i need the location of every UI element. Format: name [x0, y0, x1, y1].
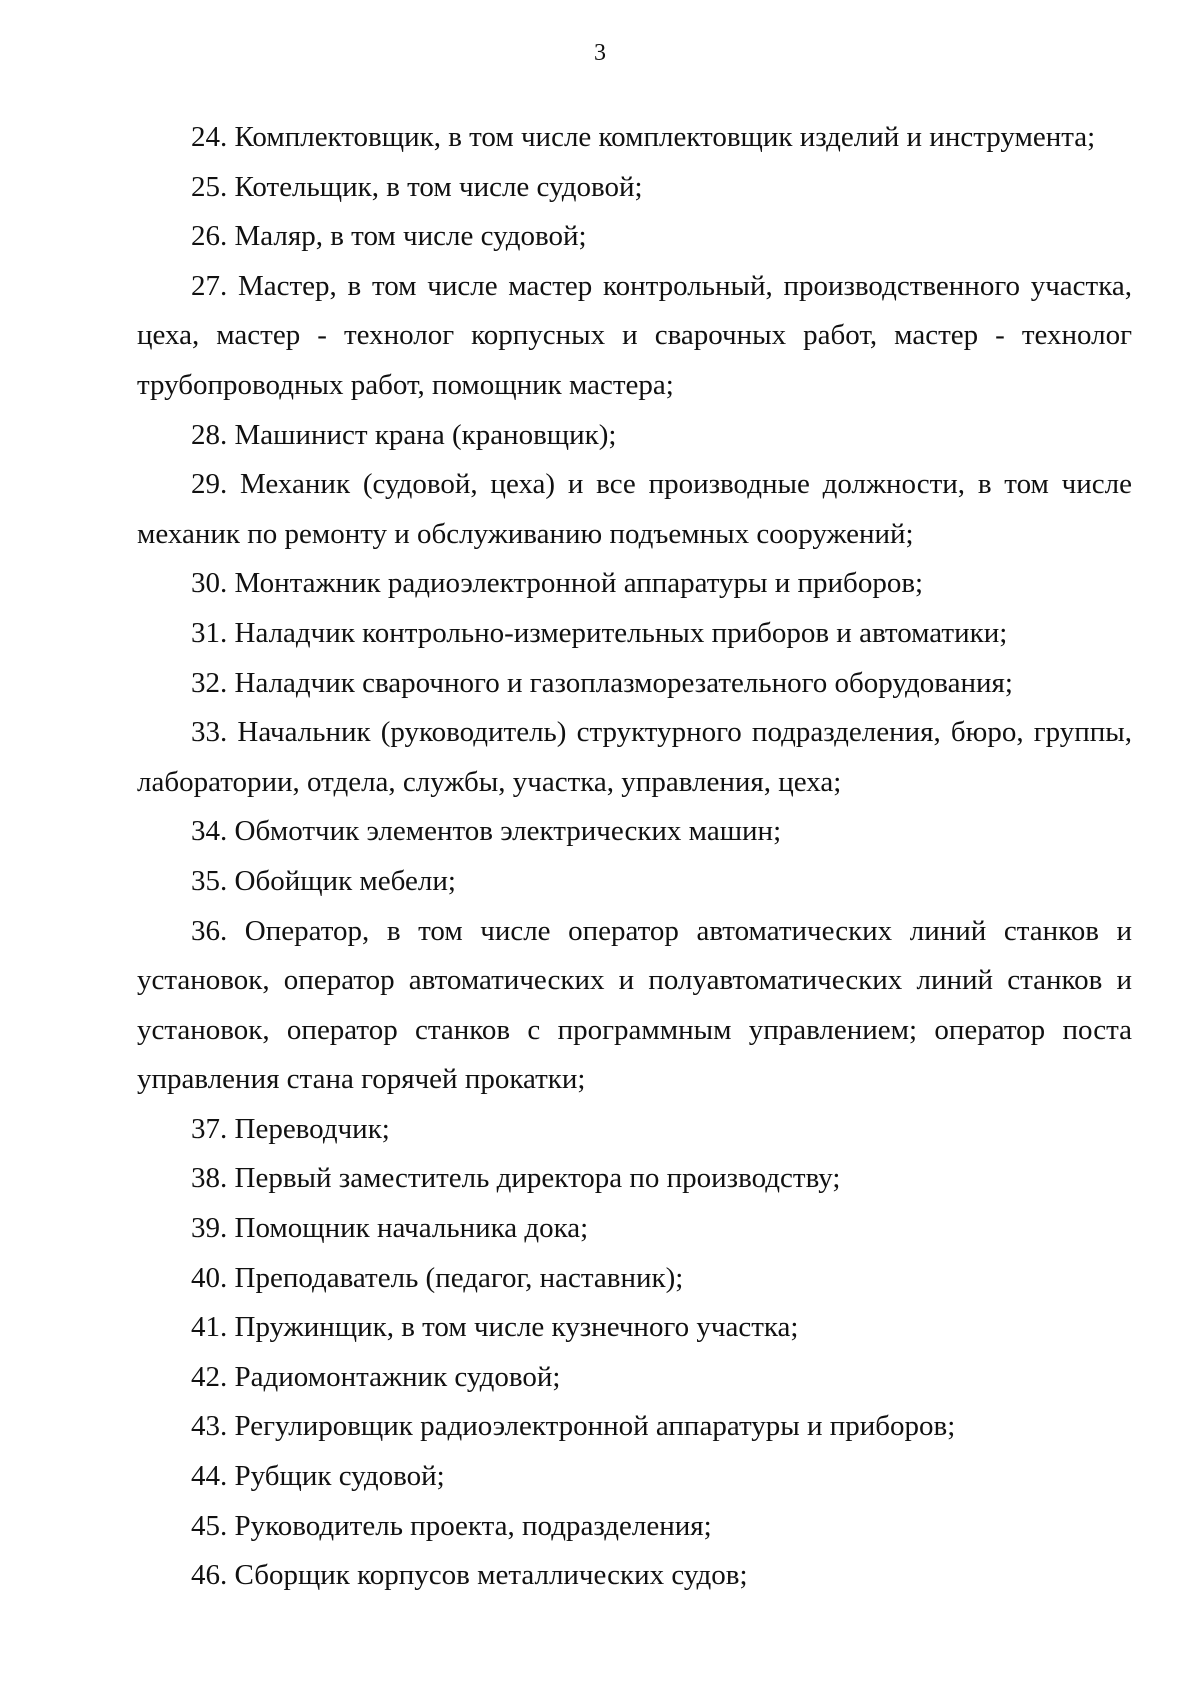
document-body — [137, 113, 1132, 1601]
list-item: 38. Первый заместитель директора по производству; — [191, 1162, 841, 1195]
list-item: 39. Помощник начальника дока; — [191, 1212, 589, 1245]
list-item: 32. Наладчик сварочного и газоплазморезательного оборудования; — [191, 666, 1013, 699]
list-item: 25. Котельщик, в том числе судовой; — [191, 170, 643, 203]
list-item: 46. Сборщик корпусов металлических судов; — [191, 1559, 748, 1592]
list-item: 33. Начальник (руководитель) структурного подразделения, бюро, группы, лаборатории, отдела, службы, участка, управления, цеха; — [137, 716, 1132, 798]
list-item: 42. Радиомонтажник судовой; — [191, 1360, 561, 1393]
list-item: 36. Оператор, в том числе оператор автоматических линий станков и установок, оператор автоматических и полуавтоматических линий станков и установок, оператор станков с программным управлением; оператор поста управления стана горячей прокатки; — [137, 914, 1132, 1096]
list-item: 44. Рубщик судовой; — [191, 1460, 445, 1493]
list-item: 27. Мастер, в том числе мастер контрольный, производственного участка, цеха, мастер - технолог корпусных и сварочных работ, мастер - технолог трубопроводных работ, помощник мастера; — [137, 269, 1132, 401]
list-item: 40. Преподаватель (педагог, наставник); — [191, 1261, 684, 1294]
list-item: 26. Маляр, в том числе судовой; — [191, 220, 587, 253]
list-item: 35. Обойщик мебели; — [191, 864, 456, 897]
list-item: 24. Комплектовщик, в том числе комплектовщик изделий и инструмента; — [191, 121, 1096, 153]
list-item: 37. Переводчик; — [191, 1112, 390, 1145]
list-item: 34. Обмотчик элементов электрических машин; — [191, 815, 782, 848]
list-item: 28. Машинист крана (крановщик); — [191, 418, 617, 451]
page-number: 3 — [594, 40, 606, 66]
list-item: 41. Пружинщик, в том числе кузнечного участка; — [191, 1311, 799, 1344]
list-item: 45. Руководитель проекта, подразделения; — [191, 1509, 712, 1542]
list-item: 29. Механик (судовой, цеха) и все производные должности, в том числе механик по ремонту и обслуживанию подъемных сооружений; — [137, 468, 1132, 550]
list-item: 43. Регулировщик радиоэлектронной аппаратуры и приборов; — [191, 1410, 956, 1443]
list-item: 31. Наладчик контрольно-измерительных приборов и автоматики; — [191, 616, 1008, 649]
list-item: 30. Монтажник радиоэлектронной аппаратуры и приборов; — [191, 567, 924, 600]
